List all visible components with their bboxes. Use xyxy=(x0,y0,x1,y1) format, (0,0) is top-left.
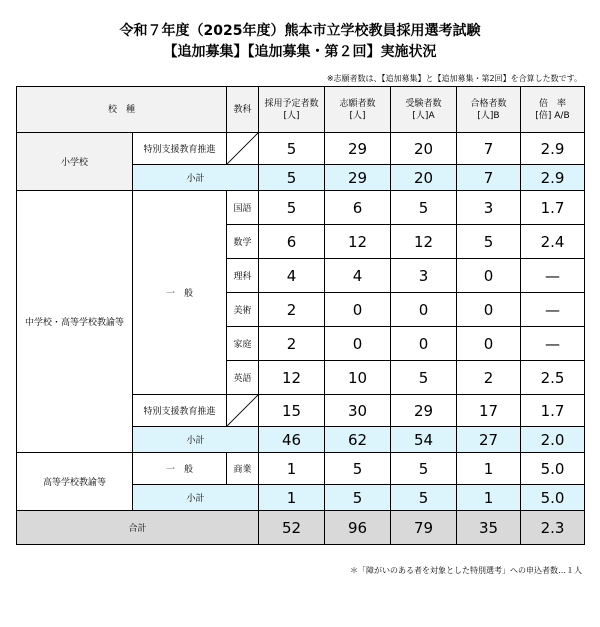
row-label-general: 一 般 xyxy=(133,191,227,395)
header-school-type: 校 種 xyxy=(17,87,227,133)
header-passed: 合格者数 [人]B xyxy=(457,87,521,133)
total-row: 合計 52 96 79 35 2.3 xyxy=(17,511,585,545)
header-ratio: 倍 率 [倍] A/B xyxy=(521,87,585,133)
table-row: 家庭 2 0 0 0 — xyxy=(17,327,585,361)
row-label-elementary: 小学校 xyxy=(17,133,133,191)
subtotal-label: 小計 xyxy=(133,427,259,453)
subtotal-row: 小計 46 62 54 27 2.0 xyxy=(17,427,585,453)
header-applicants: 志願者数 [人] xyxy=(325,87,391,133)
diagonal-cell xyxy=(227,133,259,165)
row-label-special: 特別支援教育推進 xyxy=(133,133,227,165)
row-label-special: 特別支援教育推進 xyxy=(133,395,227,427)
header-examinees: 受験者数 [人]A xyxy=(391,87,457,133)
special-selection-note: ＊「障がいのある者を対象とした特別選考」への申込者数…１人 xyxy=(350,566,582,575)
table-row: 美術 2 0 0 0 — xyxy=(17,293,585,327)
table-row: 数学 6 12 12 5 2.4 xyxy=(17,225,585,259)
table-row: 理科 4 4 3 0 — xyxy=(17,259,585,293)
page-subtitle: 【追加募集】【追加募集・第２回】実施状況 xyxy=(163,44,437,60)
row-label-high-school: 高等学校教諭等 xyxy=(17,453,133,511)
header-subject: 教科 xyxy=(227,87,259,133)
table-row: 高等学校教諭等 一 般 商業 1 5 5 1 5.0 xyxy=(17,453,585,485)
subtotal-row: 小計 5 29 20 7 2.9 xyxy=(17,165,585,191)
table-row: 英語 12 10 5 2 2.5 xyxy=(17,361,585,395)
subtotal-label: 小計 xyxy=(133,165,259,191)
table-row: 小学校 特別支援教育推進 5 29 20 7 2.9 xyxy=(17,133,585,165)
table-row: 中学校・高等学校教諭等 一 般 国語 5 6 5 3 1.7 xyxy=(17,191,585,225)
header-planned: 採用予定者数 [人] xyxy=(259,87,325,133)
page-title: 令和７年度（2025年度）熊本市立学校教員採用選考試験 xyxy=(119,23,481,39)
row-label-junior-high: 中学校・高等学校教諭等 xyxy=(17,191,133,453)
table-row: 特別支援教育推進 15 30 29 17 1.7 xyxy=(17,395,585,427)
row-label-general: 一 般 xyxy=(133,453,227,485)
applicants-note: ※志願者数は、【追加募集】と【追加募集・第2回】を合算した数です。 xyxy=(326,74,582,83)
diagonal-cell xyxy=(227,395,259,427)
total-label: 合計 xyxy=(17,511,259,545)
subtotal-row: 小計 1 5 5 1 5.0 xyxy=(17,485,585,511)
results-table xyxy=(16,86,585,545)
subtotal-label: 小計 xyxy=(133,485,259,511)
